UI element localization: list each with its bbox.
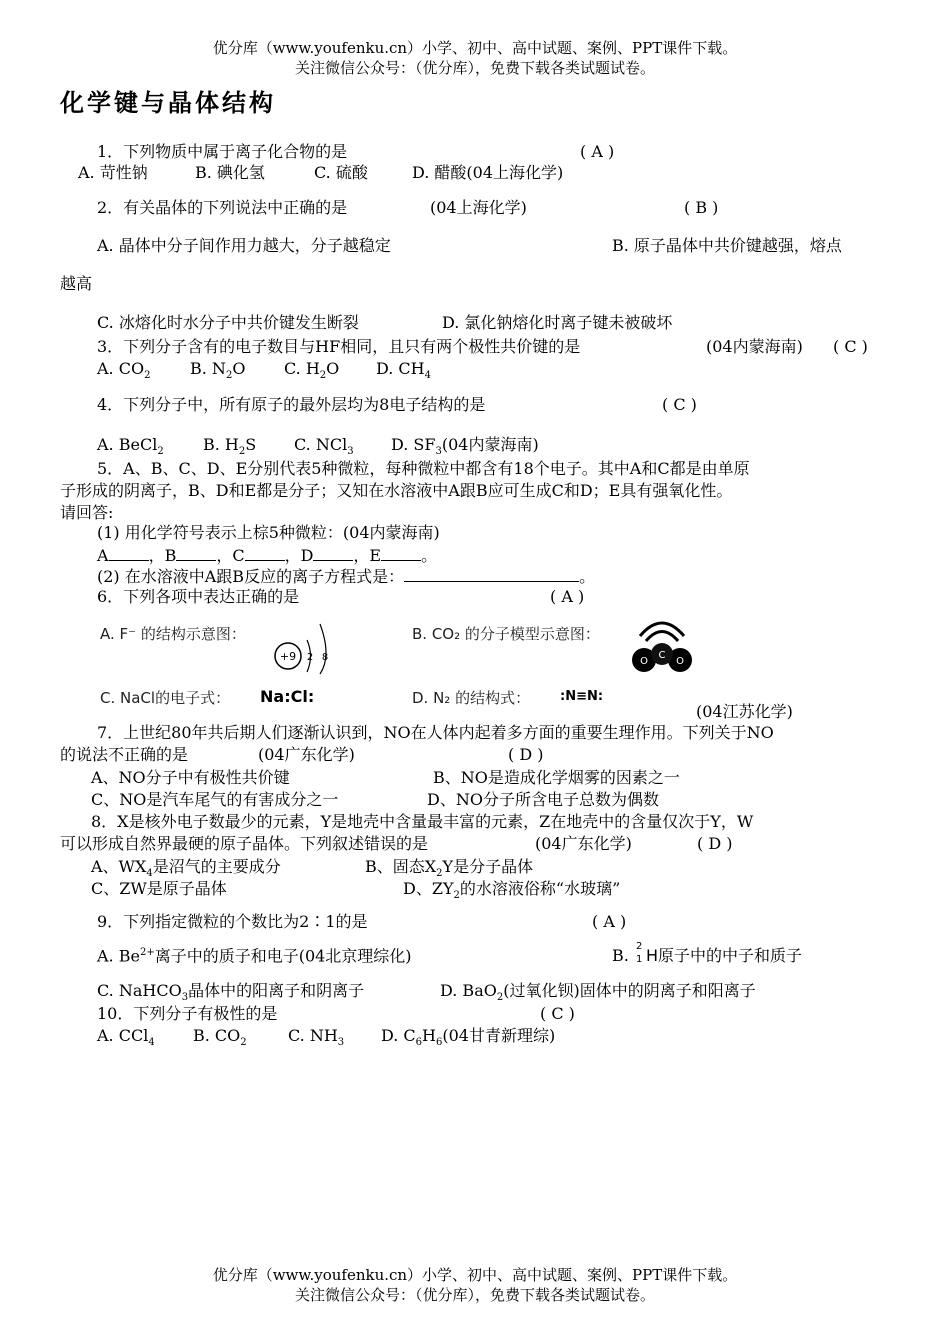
q3-option-a: A. $CO_2$ [97, 359, 151, 382]
q10-option-a: A. CCl$_4$ [97, 1026, 155, 1049]
q10-option-b: B. $CO_2$ [193, 1026, 247, 1049]
q9-stem: 9．下列指定微粒的个数比为2∶1的是 [97, 912, 368, 931]
q5-line-1: 5．A、B、C、D、E分别代表5种微粒，每种微粒中都含有18个电子。其中A和C都是由单原 [97, 459, 750, 478]
co2-molecule-model [626, 608, 698, 678]
q9-option-a: A. $Be^{2+}$离子中的质子和电子(04北京理综化) [97, 946, 412, 966]
q6-option-d: D. N₂ 的结构式： [412, 689, 531, 707]
q10-stem: 10．下列分子有极性的是 [97, 1004, 278, 1023]
footer-line-1: 优分库（www.youfenku.cn）小学、初中、高中试题、案例、PPT课件下载。 [212, 1266, 738, 1284]
q5-line-2: 子形成的阴离子，B、D和E都是分子；又知在水溶液中A跟B应可生成C和D；E具有强氧化性。 [60, 481, 733, 500]
q1-answer: ( A ) [580, 142, 615, 161]
shell-1-label: 2 [306, 652, 314, 663]
q7-source: (04广东化学) [258, 745, 355, 764]
q10-answer: ( C ) [540, 1004, 575, 1023]
shell-2-label: 8 [321, 652, 329, 663]
q2-answer: ( B ) [684, 198, 719, 217]
q7-option-b: B、NO是造成化学烟雾的因素之一 [433, 768, 680, 787]
q1-stem: 1．下列物质中属于离子化合物的是 [97, 142, 348, 161]
nacl-electron-formula: Na:Cl: [260, 687, 315, 706]
q3-source: (04内蒙海南) [706, 337, 803, 356]
q9-answer: ( A ) [592, 912, 627, 931]
q9-option-c: C. NaHCO$_3$晶体中的阳离子和阴离子 [97, 981, 365, 1004]
q6-option-b: B. CO₂ 的分子模型示意图： [412, 625, 600, 643]
q1-option-c: C. 硫酸 [314, 163, 368, 182]
q2-stem: 2．有关晶体的下列说法中正确的是 [97, 198, 348, 217]
q8-option-d: D、$ZY_2$的水溶液俗称“水玻璃” [403, 879, 621, 902]
atom-o-right: O [676, 656, 684, 667]
header-line-2: 关注微信公众号：（优分库），免费下载各类试题试卷。 [294, 59, 655, 77]
n2-structural-formula: :N≡N: [560, 689, 604, 704]
atom-c: C [658, 650, 666, 661]
q4-option-c: C. NCl$_3$ [294, 435, 354, 458]
fluoride-structure-diagram [268, 612, 340, 678]
q7-option-d: D、NO分子所含电子总数为偶数 [427, 790, 659, 809]
q3-option-d: D. $CH_4$ [376, 359, 431, 382]
q8-option-c: C、ZW是原子晶体 [91, 879, 227, 898]
q5-sub-2: (2) 在水溶液中A跟B反应的离子方程式是： 。 [97, 567, 596, 586]
q1-option-b: B. 碘化氢 [195, 163, 265, 182]
q2-option-c: C. 冰熔化时水分子中共价键发生断裂 [97, 313, 359, 332]
q7-option-a: A、NO分子中有极性共价键 [91, 768, 290, 787]
q4-option-d: D. $SF_3(04$内蒙海南) [391, 435, 539, 458]
q9-option-b: B. 2 1 H原子中的中子和质子 [612, 941, 802, 965]
q6-stem: 6．下列各项中表达正确的是 [97, 587, 300, 606]
q10-option-c: C. $NH_3$ [288, 1026, 345, 1049]
q2-option-b-cont: 越高 [60, 274, 93, 293]
q2-source: (04上海化学) [430, 198, 527, 217]
q1-option-a: A. 苛性钠 [78, 163, 148, 182]
header-line-1: 优分库（www.youfenku.cn）小学、初中、高中试题、案例、PPT课件下载。 [212, 39, 738, 57]
q7-option-c: C、NO是汽车尾气的有害成分之一 [91, 790, 339, 809]
q1-option-d: D. 醋酸(04上海化学) [412, 163, 564, 182]
q7-answer: ( D ) [508, 745, 544, 764]
q4-stem: 4．下列分子中，所有原子的最外层均为8电子结构的是 [97, 395, 486, 414]
q10-option-d: D. $C_6H_6(04$甘青新理综) [381, 1026, 556, 1049]
q8-line-1: 8．X是核外电子数最少的元素，Y是地壳中含量最丰富的元素，Z在地壳中的含量仅次于Y，W [91, 812, 754, 831]
q5-line-3: 请回答: [60, 503, 114, 522]
q2-option-a: A. 晶体中分子间作用力越大，分子越稳定 [97, 236, 391, 255]
q4-answer: ( C ) [662, 395, 697, 414]
q8-option-a: A、$WX_4$是沼气的主要成分 [91, 857, 281, 880]
nucleus-label: +9 [279, 650, 297, 663]
q5-sub-1: (1) 用化学符号表示上棕5种微粒：(04内蒙海南) [97, 523, 440, 542]
q8-option-b: B、固态$X_2Y$是分子晶体 [365, 857, 534, 880]
q3-answer: ( C ) [833, 337, 868, 356]
q3-option-c: C. $H_2O$ [284, 359, 340, 382]
q4-option-b: B. $H_2S$ [203, 435, 257, 458]
atom-o-left: O [640, 656, 648, 667]
q6-option-a: A. F⁻ 的结构示意图： [100, 625, 246, 643]
q2-option-d: D. 氯化钠熔化时离子键未被破坏 [442, 313, 673, 332]
q6-source: (04江苏化学) [696, 702, 793, 721]
q4-option-a: A. BeCl$_2$ [97, 435, 164, 458]
q5-blanks: A ，B ，C ，D ，E 。 [97, 546, 438, 565]
footer-line-2: 关注微信公众号：（优分库），免费下载各类试题试卷。 [294, 1286, 655, 1304]
q8-source: (04广东化学) [535, 834, 632, 853]
q6-answer: ( A ) [550, 587, 585, 606]
q7-line-1: 7．上世纪80年共后期人们逐渐认识到，NO在人体内起着多方面的重要生理作用。下列关于NO [97, 723, 774, 742]
q3-option-b: B. $N_2O$ [190, 359, 246, 382]
q8-answer: ( D ) [697, 834, 733, 853]
q3-stem: 3．下列分子含有的电子数目与HF相同，且只有两个极性共价键的是 [97, 337, 581, 356]
page-title: 化学键与晶体结构 [60, 89, 276, 117]
q9-option-d: D. BaO$_2$(过氧化钡)固体中的阴离子和阳离子 [440, 981, 756, 1004]
q6-option-c: C. NaCl的电子式： [100, 689, 231, 707]
q2-option-b: B. 原子晶体中共价键越强，熔点 [612, 236, 842, 255]
q8-line-2: 可以形成自然界最硬的原子晶体。下列叙述错误的是 [60, 834, 429, 853]
q7-line-2: 的说法不正确的是 [60, 745, 189, 764]
